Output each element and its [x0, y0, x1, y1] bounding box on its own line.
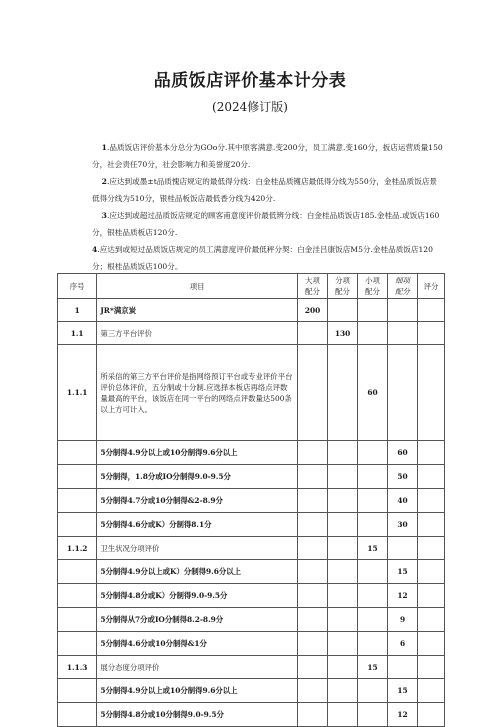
table-row: 5分制得4.6分或K）分制得8.1分 30 — [58, 513, 445, 537]
table-row: 5分制得4.8分或10分制得9.0-9.5分 12 — [58, 703, 445, 727]
table-row: 5分制得4.8分或K）分制得9.0-9.5分 12 — [58, 584, 445, 608]
table-row: 5分制得4.9分以上或10分制得9.6分以上 15 — [58, 679, 445, 703]
table-row: 5分制得4.9分以上或K）分制得9.6分以上 15 — [58, 560, 445, 584]
table-row: 1.1.1 所采信的第三方平台评价是指网络预订平台或专业评价平台评价总体评价，五分制或十分制.应选择本板店再络点评数量最高的平台，该饭店在同一平台的网络点评数量达500条以上方可计入。 60 — [58, 345, 445, 441]
col-header-minor: 小项 配分 — [358, 274, 388, 299]
score-table — [57, 273, 445, 727]
intro-paragraph: 3.应达到或超过品质饭店规定的顾客甫意度评价最低辨分线：白金桂品质饭店185.金桂品.或饭店160分，银桂品质板店120分. — [92, 211, 440, 237]
table-row: 5分制得4.7分或10分制得&2-8.9分 40 — [58, 489, 445, 513]
table-row: 5分制得从7分或IO分制得8.2-8.9分 9 — [58, 608, 445, 632]
page-title: 品质饭店评价基本计分表 — [153, 71, 347, 91]
table-row: 1.1.2 卫生状况分项评价 15 — [58, 537, 445, 560]
table-row: 1.1.3 展分态度分项评价 15 — [58, 656, 445, 679]
table-row: 1.1 第三方平台评价 130 — [58, 322, 445, 345]
table-row: 5分制得4.6分或10分制得&1分 6 — [58, 632, 445, 656]
col-header-seq: 序号 — [58, 274, 97, 299]
table-header-row — [58, 274, 445, 299]
intro-paragraph: 1.品质饭店评价基本分总分为GOo分.其中原客满意.变200分，员工满意.变160分，扳店运营质量150分，社会责任70分，社会影响力和美誉度20分. — [92, 143, 443, 169]
table-row: 5分制得，1.8分或IO分制得9.0-9.5分 50 — [58, 465, 445, 489]
intro-paragraph: 2.应达到或墨±t品质愧店规定的最低得分线：白金桂品质镬店最低得分线为550分，金桂品质饭店景低得分线为510分，银桂品板饭店最低香分线为420分. — [92, 177, 438, 203]
col-header-rating: 评分 — [418, 274, 445, 299]
col-header-part: 分项 配分 — [328, 274, 358, 299]
col-header-major: 大项 配分 — [298, 274, 328, 299]
table-row: 1 JR*满京炭 200 — [58, 299, 445, 322]
col-header-item: 项目 — [97, 274, 298, 299]
page-subtitle: (2024修订版) — [212, 100, 288, 114]
intro-notes — [92, 139, 444, 275]
col-header-detail: 细项 配分 — [388, 274, 418, 299]
table-row: 5分制得4.9分以上或10分制得9.6分以上 60 — [58, 441, 445, 465]
intro-paragraph: 4.应达到或短过品质饭店规定的员工满意度评价最低秤分契：白金洼吕康饭店M5分.金桂品质饭店120分；根桂品质饭店100分。 — [92, 245, 433, 271]
